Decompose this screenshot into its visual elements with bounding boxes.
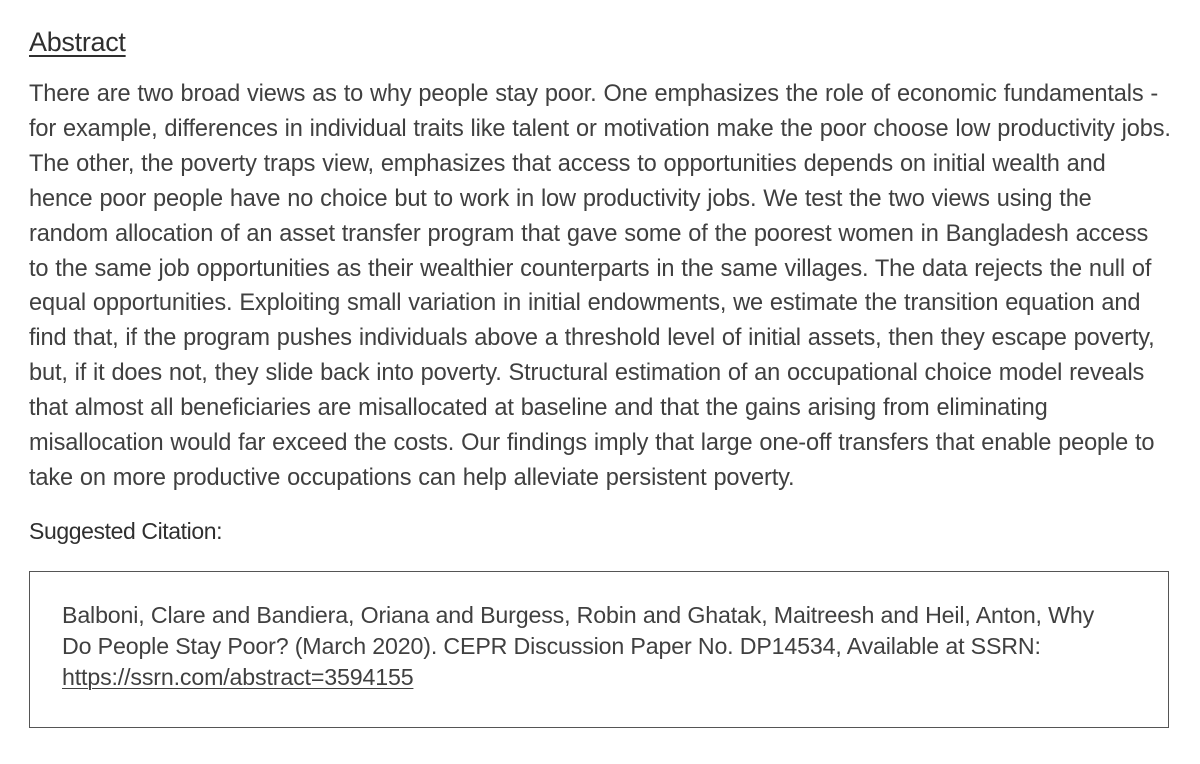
- citation-link[interactable]: https://ssrn.com/abstract=3594155: [62, 664, 414, 690]
- abstract-text: There are two broad views as to why people stay poor. One emphasizes the role of economic fundamentals - for example, differences in individual traits like talent or motivation make the poor choose low productivity jobs. The other, the poverty traps view, emphasizes that access to opportunities depends on initial wealth and hence poor people have no choice but to work in low productivity jobs. We test the two views using the random allocation of an asset transfer program that gave some of the poorest women in Bangladesh access to the same job opportunities as their wealthier counterparts in the same villages. The data rejects the null of equal opportunities. Exploiting small variation in initial endowments, we estimate the transition equation and find that, if the program pushes individuals above a threshold level of initial assets, then they escape poverty, but, if it does not, they slide back into poverty. Structural estimation of an occupational choice model reveals that almost all beneficiaries are misallocated at baseline and that the gains arising from eliminating misallocation would far exceed the costs. Our findings imply that large one-off transfers that enable people to take on more productive occupations can help alleviate persistent poverty.: [29, 81, 1171, 491]
- citation-box: [29, 571, 1169, 728]
- citation-paragraph: [62, 600, 1102, 693]
- abstract-heading: Abstract: [29, 27, 126, 57]
- citation-text: Balboni, Clare and Bandiera, Oriana and Burgess, Robin and Ghatak, Maitreesh and Heil, Anton, Why Do People Stay Poor? (March 2020). CEPR Discussion Paper No. DP14534, Available at SSRN:: [62, 602, 1095, 659]
- suggested-citation-heading: Suggested Citation:: [29, 517, 223, 544]
